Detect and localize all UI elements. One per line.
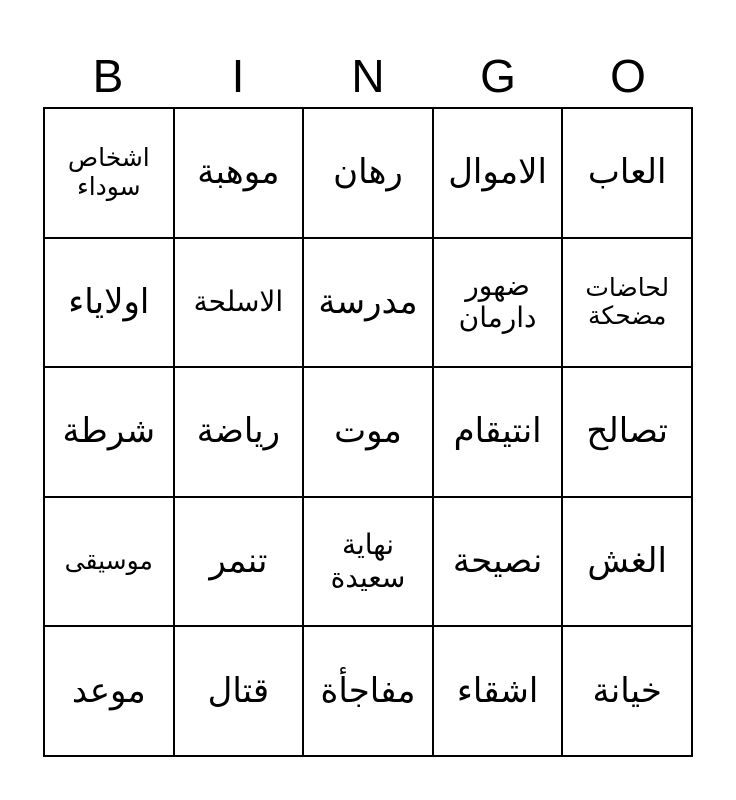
header-letter-i: I (231, 50, 245, 102)
bingo-cell[interactable]: انتيقام (433, 367, 563, 497)
bingo-cell[interactable]: العاب (562, 108, 692, 238)
bingo-cell[interactable]: قتال (174, 626, 304, 756)
bingo-cell[interactable]: رياضة (174, 367, 304, 497)
bingo-cell[interactable]: اشقاء (433, 626, 563, 756)
bingo-grid (43, 107, 693, 757)
header-letter-b: B (92, 50, 124, 102)
bingo-cell[interactable]: شرطة (44, 367, 174, 497)
bingo-cell[interactable]: موسيقى (44, 497, 174, 627)
header-letter-g: G (480, 50, 516, 102)
bingo-cell[interactable]: ضهور دارمان (433, 238, 563, 368)
bingo-cell[interactable]: مفاجأة (303, 626, 433, 756)
header-letter-n: N (351, 50, 385, 102)
bingo-cell[interactable]: اشخاص سوداء (44, 108, 174, 238)
bingo-header (43, 50, 693, 102)
bingo-cell[interactable]: خيانة (562, 626, 692, 756)
bingo-cell[interactable]: الاسلحة (174, 238, 304, 368)
bingo-cell[interactable]: تنمر (174, 497, 304, 627)
bingo-cell[interactable]: رهان (303, 108, 433, 238)
bingo-cell[interactable]: لحاضات مضحكة (562, 238, 692, 368)
bingo-cell[interactable]: موت (303, 367, 433, 497)
bingo-cell[interactable]: مدرسة (303, 238, 433, 368)
bingo-cell[interactable]: تصالح (562, 367, 692, 497)
bingo-cell[interactable]: اولاياء (44, 238, 174, 368)
bingo-cell[interactable]: موهبة (174, 108, 304, 238)
bingo-cell[interactable]: نصيحة (433, 497, 563, 627)
bingo-cell[interactable]: الاموال (433, 108, 563, 238)
bingo-cell[interactable]: نهاية سعيدة (303, 497, 433, 627)
header-letter-o: O (610, 50, 646, 102)
bingo-cell[interactable]: الغش (562, 497, 692, 627)
bingo-cell[interactable]: موعد (44, 626, 174, 756)
